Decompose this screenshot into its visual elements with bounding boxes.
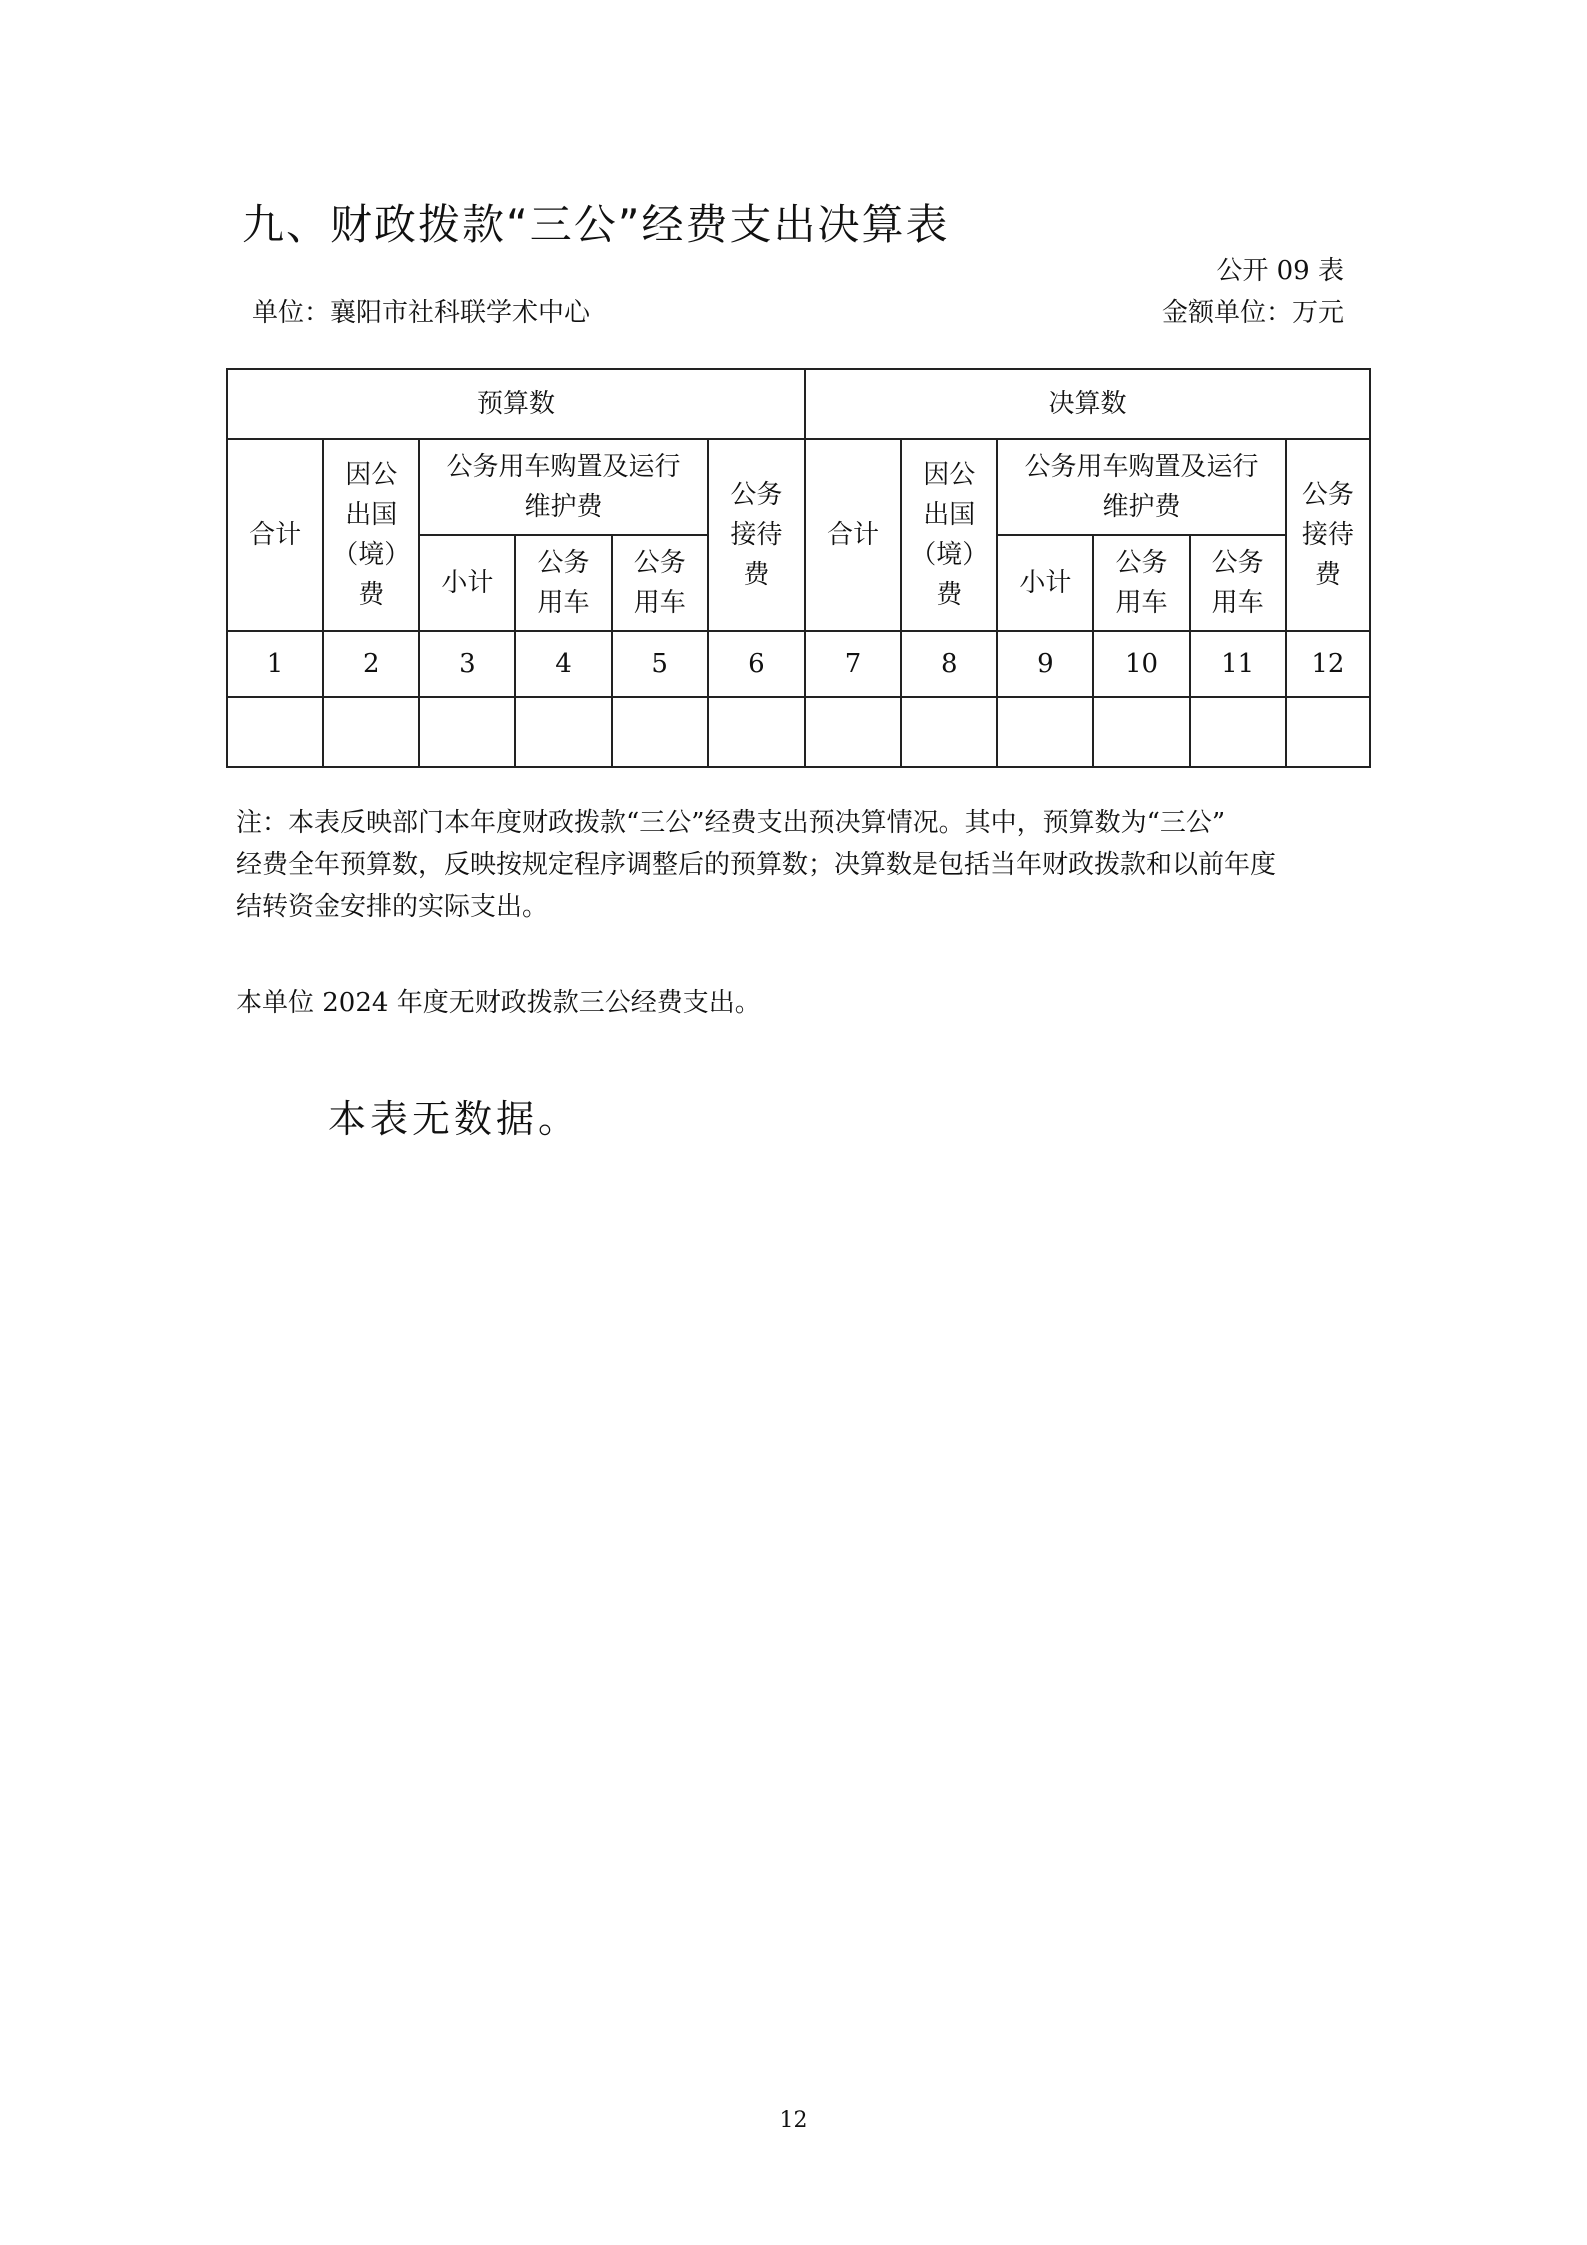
column-number-row	[227, 631, 1370, 697]
data-cell	[227, 697, 323, 767]
final-group-header: 决算数	[805, 369, 1370, 439]
amount-unit-label: 金额单位：万元	[1161, 298, 1344, 328]
note-line: 注：本表反映部门本年度财政拨款“三公”经费支出预决算情况。其中，预算数为“三公”	[236, 808, 1226, 838]
column-number: 11	[1190, 631, 1286, 697]
final-abroad-header: 因公 出国 （境） 费	[901, 439, 997, 631]
budget-group-header: 预算数	[227, 369, 805, 439]
final-vehicle-a-header: 公务 用车	[1093, 535, 1189, 631]
column-number: 4	[515, 631, 611, 697]
data-cell	[612, 697, 708, 767]
column-number: 9	[997, 631, 1093, 697]
form-number: 公开 09 表	[1216, 256, 1344, 286]
budget-total-header: 合计	[227, 439, 323, 631]
final-vehicle-group-header: 公务用车购置及运行 维护费	[997, 439, 1285, 535]
column-number: 6	[708, 631, 805, 697]
data-cell	[708, 697, 805, 767]
column-number: 7	[805, 631, 901, 697]
table-note	[236, 802, 1376, 928]
final-total-header: 合计	[805, 439, 901, 631]
data-cell	[515, 697, 611, 767]
budget-reception-header: 公务 接待 费	[708, 439, 805, 631]
budget-vehicle-group-header: 公务用车购置及运行 维护费	[419, 439, 707, 535]
data-cell	[901, 697, 997, 767]
data-cell	[1286, 697, 1370, 767]
unit-label: 单位：襄阳市社科联学术中心	[252, 298, 591, 328]
budget-subtotal-header: 小计	[419, 535, 515, 631]
data-cell	[805, 697, 901, 767]
column-number: 10	[1093, 631, 1189, 697]
page-number: 12	[779, 2108, 808, 2133]
page-title: 九、财政拨款“三公”经费支出决算表	[242, 200, 950, 249]
note-line: 经费全年预算数，反映按规定程序调整后的预算数；决算数是包括当年财政拨款和以前年度	[236, 850, 1277, 880]
data-cell	[997, 697, 1093, 767]
column-number: 2	[323, 631, 419, 697]
no-data-text: 本表无数据。	[328, 1097, 581, 1141]
data-cell	[1190, 697, 1286, 767]
final-subtotal-header: 小计	[997, 535, 1093, 631]
note-line: 结转资金安排的实际支出。	[236, 892, 549, 922]
column-number: 8	[901, 631, 997, 697]
final-reception-header: 公务 接待 费	[1286, 439, 1370, 631]
data-row	[227, 697, 1370, 767]
no-expense-statement: 本单位 2024 年度无财政拨款三公经费支出。	[236, 988, 761, 1018]
final-vehicle-b-header: 公务 用车	[1190, 535, 1286, 631]
column-number: 5	[612, 631, 708, 697]
budget-vehicle-a-header: 公务 用车	[515, 535, 611, 631]
data-cell	[323, 697, 419, 767]
three-public-expenses-table	[226, 368, 1371, 768]
data-cell	[419, 697, 515, 767]
budget-abroad-header: 因公 出国 （境） 费	[323, 439, 419, 631]
budget-vehicle-b-header: 公务 用车	[612, 535, 708, 631]
column-number: 1	[227, 631, 323, 697]
data-cell	[1093, 697, 1189, 767]
column-number: 12	[1286, 631, 1370, 697]
column-number: 3	[419, 631, 515, 697]
